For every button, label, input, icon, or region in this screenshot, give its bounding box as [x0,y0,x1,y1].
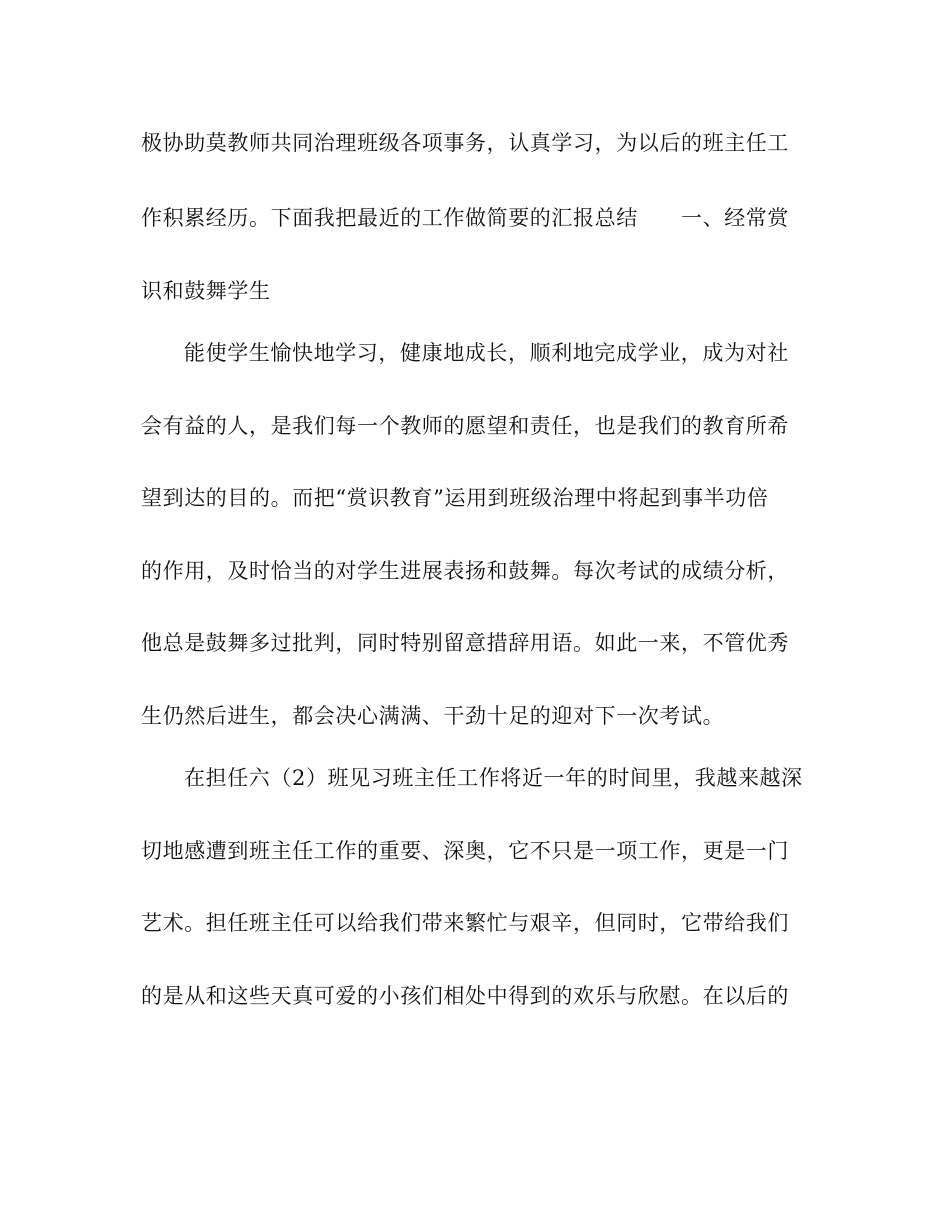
paragraph-first-line: 能使学生愉快地学习，健康地成长，顺利地完成学业，成为对社 [184,341,789,365]
text-line: 会有益的人，是我们每一个教师的愿望和责任，也是我们的教育所希 [141,414,789,438]
text-line: 极协助莫教师共同治理班级各项事务，认真学习，为以后的班主任工 [141,131,789,155]
text-line: 作积累经历。下面我把最近的工作做简要的汇报总结 一、经常赏 [141,206,789,230]
paragraph-first-line: 在担任六（2）班见习班主任工作将近一年的时间里，我越来越深 [184,766,803,790]
text-line: 的作用，及时恰当的对学生进展表扬和鼓舞。每次考试的成绩分析， [141,559,789,583]
text-line: 生仍然后进生，都会决心满满、干劲十足的迎对下一次考试。 [141,704,725,728]
text-line: 他总是鼓舞多过批判，同时特别留意措辞用语。如此一来，不管优秀 [141,631,789,655]
text-line: 望到达的目的。而把“赏识教育”运用到班级治理中将起到事半功倍 [141,486,769,510]
text-line: 识和鼓舞学生 [141,279,271,303]
text-line: 的是从和这些天真可爱的小孩们相处中得到的欢乐与欣慰。在以后的 [141,984,789,1008]
text-line: 艺术。担任班主任可以给我们带来繁忙与艰辛，但同时，它带给我们 [141,911,789,935]
text-line: 切地感遭到班主任工作的重要、深奥，它不只是一项工作，更是一门 [141,839,789,863]
